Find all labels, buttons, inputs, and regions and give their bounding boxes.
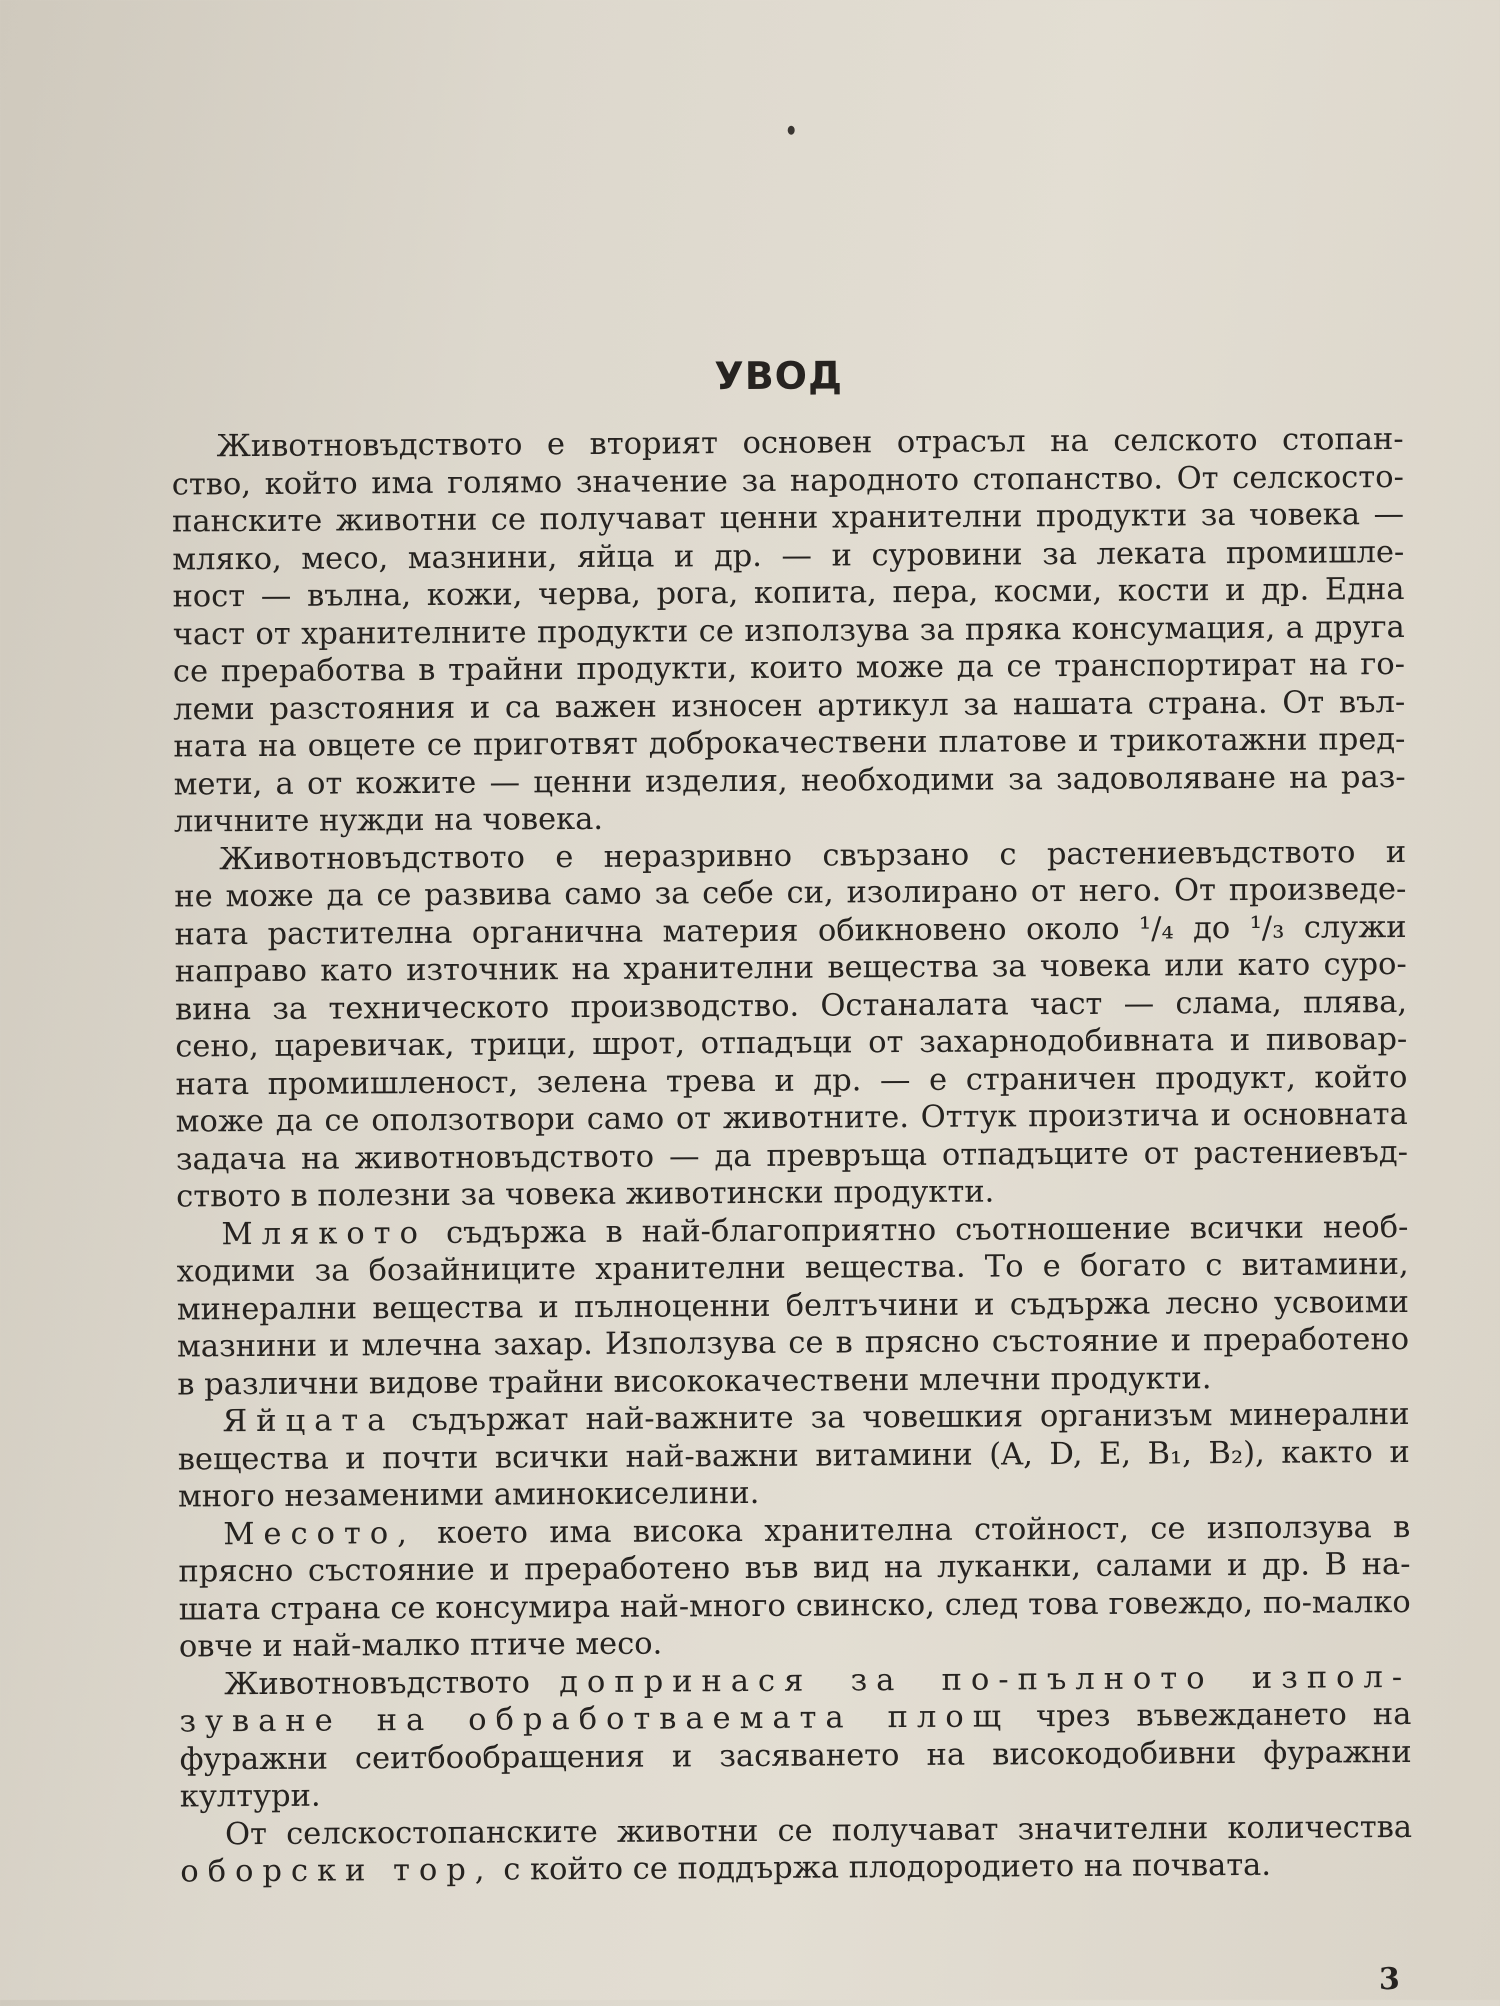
emphasis-manure: оборски тор, bbox=[180, 1852, 494, 1890]
text-line: ност — вълна, кожи, черва, рога, копита, пера, косми, кости и др. Една bbox=[172, 571, 1405, 615]
text-line: ходими за бозайниците хранителни вещества. То е богато с витамини, bbox=[176, 1246, 1409, 1290]
text-line: се преработва в трайни продукти, които може да се транспортират на го- bbox=[172, 646, 1406, 690]
ink-speck bbox=[788, 126, 795, 135]
emphasis-arable-area: зуване на обработваемата площ bbox=[179, 1699, 1011, 1740]
text-line: мети, а от кожите — ценни изделия, необходими за задоволяване на раз- bbox=[173, 759, 1406, 803]
text-line: Млякото съдържа в най-благоприятно съотношение всички необ- bbox=[221, 1209, 1409, 1252]
page-title: УВОД bbox=[714, 353, 844, 399]
text-line: овче и най-малко птиче месо. bbox=[178, 1626, 663, 1665]
text-line: оборски тор, с който се поддържа плодородието на почвата. bbox=[180, 1847, 1272, 1890]
text-line: фуражни сеитбообращения и засяването на високодобивни фуражни bbox=[179, 1734, 1412, 1777]
emphasis-milk: Млякото bbox=[221, 1215, 428, 1252]
text-line: ство, който има голямо значение за народното стопанство. От селскосто- bbox=[171, 459, 1404, 503]
text-line: част от хранителните продукти се използува за пряка консумация, а друга bbox=[172, 609, 1405, 653]
text-line: направо като източник на хранителни вещества за човека или като суро- bbox=[174, 946, 1407, 990]
text-line: не може да се развива само за себе си, изолирано от него. От произведе- bbox=[174, 871, 1407, 915]
text-line: шата страна се консумира най-много свинско, след това говеждо, по-малко bbox=[178, 1584, 1411, 1628]
emphasis-meat: Месото, bbox=[223, 1515, 417, 1552]
text-line: вина за техническото производство. Останалата част — слама, плява, bbox=[174, 984, 1408, 1028]
text-line: Животновъдството допринася за по-пълното изпол- bbox=[224, 1659, 1412, 1702]
text-line: леми разстояния и са важен износен артикул за нашата страна. От въл- bbox=[173, 684, 1406, 728]
text-line: ната промишленост, зелена трева и др. — е страничен продукт, който bbox=[175, 1059, 1408, 1103]
text-line: мляко, месо, мазнини, яйца и др. — и суровини за леката промишле- bbox=[172, 534, 1405, 578]
text-line: в различни видове трайни висококачествени млечни продукти. bbox=[177, 1360, 1212, 1403]
text-line: може да се оползотвори само от животните. Оттук произтича и основната bbox=[175, 1096, 1408, 1140]
text-line: ната растителна органична материя обикновено около ¹/₄ до ¹/₃ служи bbox=[174, 909, 1407, 953]
text-line: ната на овцете се приготвят доброкачествени платове и трикотажни пред- bbox=[173, 721, 1406, 765]
emphasis-eggs: Яйцата bbox=[222, 1403, 395, 1440]
text-line: вещества и почти всички най-важни витамини (A, D, E, B₁, B₂), както и bbox=[177, 1434, 1410, 1478]
text-line: Яйцата съдържат най-важните за човешкия организъм минерални bbox=[222, 1396, 1410, 1440]
text-line: задача на животновъдството — да превръща отпадъците от растениевъд- bbox=[175, 1134, 1409, 1178]
text-line: зуване на обработваемата площ чрез въвеждането на bbox=[179, 1696, 1412, 1740]
text-line: От селскостопанските животни се получават значителни количества bbox=[224, 1809, 1413, 1852]
text-line: личните нужди на човека. bbox=[173, 801, 604, 840]
text-line: Месото, което има висока хранителна стойност, се използува в bbox=[223, 1509, 1411, 1552]
text-line: сено, царевичак, трици, шрот, отпадъци от захарнодобивната и пивовар- bbox=[175, 1021, 1408, 1065]
text-line: много незаменими аминокиселини. bbox=[177, 1475, 760, 1515]
text-line: минерални вещества и пълноценни белтъчини и съдържа лесно усвоими bbox=[176, 1284, 1409, 1328]
emphasis-contributes: допринася за по-пълното изпол- bbox=[559, 1659, 1412, 1700]
text-line: ството в полезни за човека животински продукти. bbox=[176, 1174, 995, 1215]
page-number: 3 bbox=[1378, 1962, 1400, 1998]
text-line: панските животни се получават ценни хранителни продукти за човека — bbox=[171, 496, 1405, 540]
text-line: прясно състояние и преработено във вид на луканки, салами и др. В на- bbox=[178, 1546, 1411, 1590]
text-line: мазнини и млечна захар. Използува се в прясно състояние и преработено bbox=[177, 1321, 1410, 1365]
body-text bbox=[171, 421, 1412, 1891]
text-line: Животновъдството е неразривно свързано с растениевъдството и bbox=[219, 834, 1407, 877]
text-line: Животновъдството е вторият основен отрасъл на селското стопан- bbox=[216, 421, 1404, 465]
text-line: култури. bbox=[179, 1778, 321, 1815]
